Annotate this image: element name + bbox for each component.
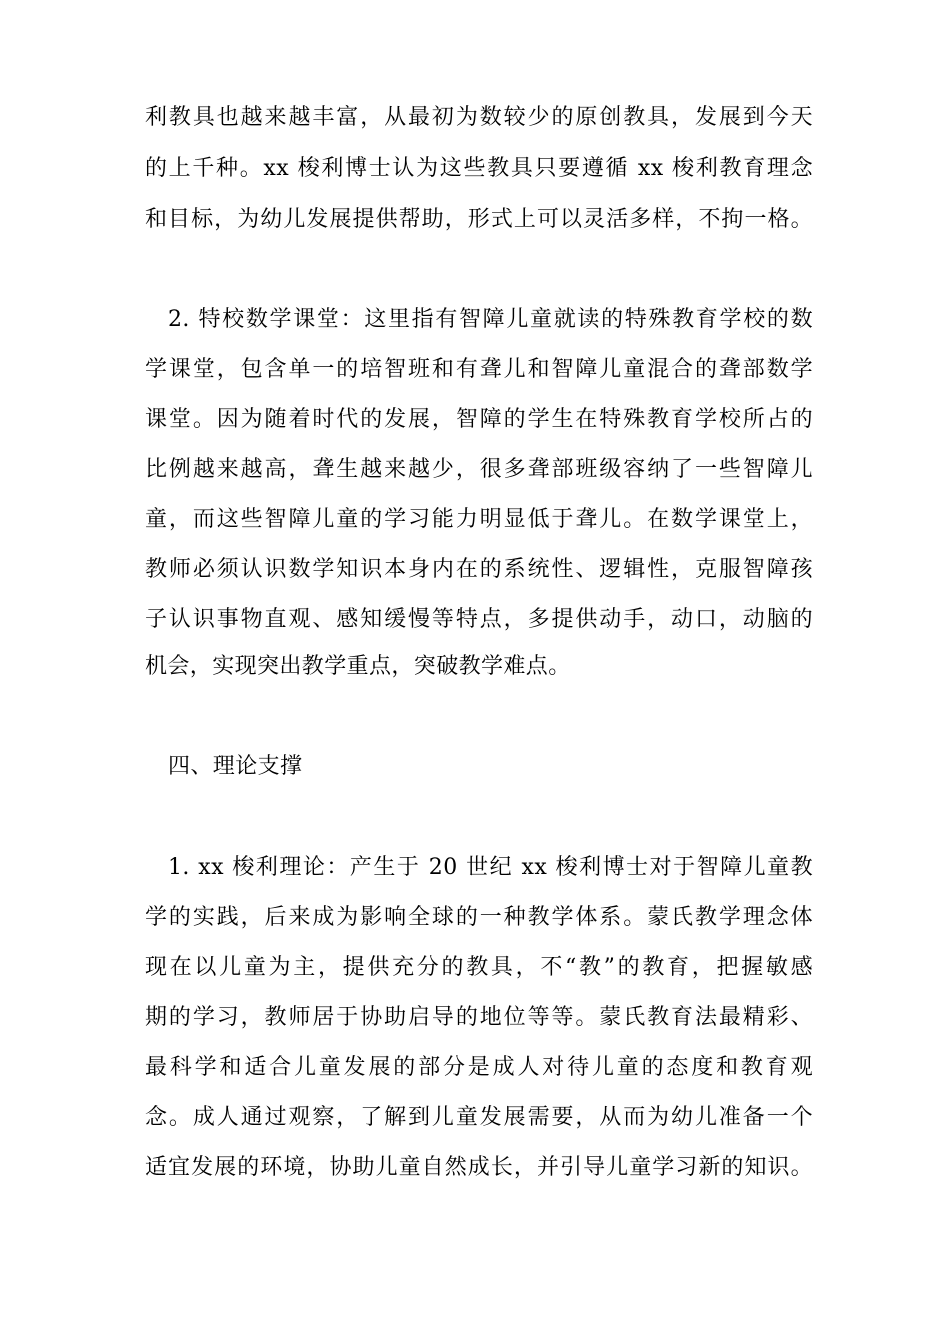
paragraph-line: 和目标，为幼儿发展提供帮助，形式上可以灵活多样，不拘一格。 (145, 207, 813, 232)
paragraph-line: 利教具也越来越丰富，从最初为数较少的原创教具，发展到今天 (145, 105, 813, 130)
paragraph-line: 1. xx 梭利理论：产生于 20 世纪 xx 梭利博士对于智障儿童教 (168, 855, 813, 880)
paragraph-line: 子认识事物直观、感知缓慢等特点，多提供动手，动口，动脑的 (145, 607, 813, 632)
paragraph-line: 教师必须认识数学知识本身内在的系统性、逻辑性，克服智障孩 (145, 557, 813, 582)
paragraph-line: 期的学习，教师居于协助启导的地位等等。蒙氏教育法最精彩、 (145, 1005, 813, 1030)
paragraph-line: 2. 特校数学课堂：这里指有智障儿童就读的特殊教育学校的数 (168, 307, 813, 332)
paragraph-line: 机会，实现突出教学重点，突破教学难点。 (145, 654, 571, 679)
paragraph-line: 课堂。因为随着时代的发展，智障的学生在特殊教育学校所占的 (145, 407, 813, 432)
paragraph-line: 学的实践，后来成为影响全球的一种教学体系。蒙氏教学理念体 (145, 905, 813, 930)
paragraph-line: 童，而这些智障儿童的学习能力明显低于聋儿。在数学课堂上， (145, 507, 813, 532)
paragraph-line: 适宜发展的环境，协助儿童自然成长，并引导儿童学习新的知识。 (145, 1155, 813, 1180)
section-heading: 四、理论支撑 (168, 754, 303, 779)
paragraph-line: 现在以儿童为主，提供充分的教具，不“教”的教育，把握敏感 (145, 955, 813, 980)
paragraph-line: 的上千种。xx 梭利博士认为这些教具只要遵循 xx 梭利教育理念 (145, 156, 813, 181)
paragraph-line: 念。成人通过观察，了解到儿童发展需要，从而为幼儿准备一个 (145, 1105, 813, 1130)
paragraph-line: 比例越来越高，聋生越来越少，很多聋部班级容纳了一些智障儿 (145, 457, 813, 482)
paragraph-line: 最科学和适合儿童发展的部分是成人对待儿童的态度和教育观 (145, 1055, 813, 1080)
paragraph-line: 学课堂，包含单一的培智班和有聋儿和智障儿童混合的聋部数学 (145, 357, 813, 382)
